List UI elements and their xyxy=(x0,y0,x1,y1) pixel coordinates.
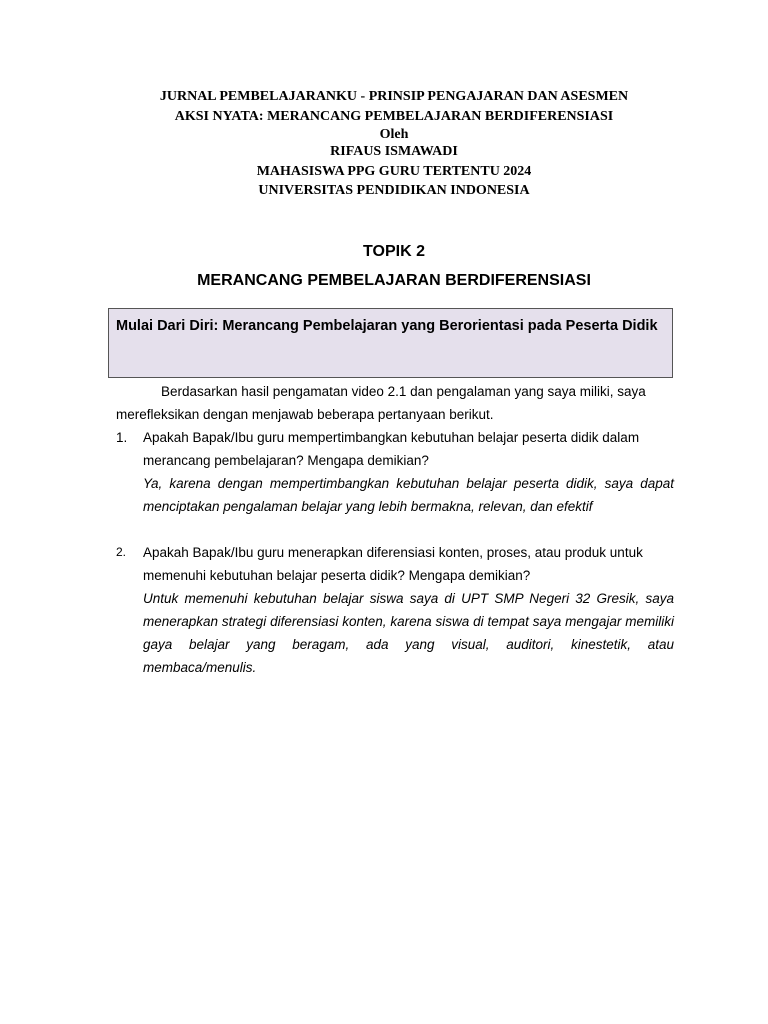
author-name: RIFAUS ISMAWADI xyxy=(330,144,458,159)
list-item-number: 2. xyxy=(116,545,127,559)
journal-title: JURNAL PEMBELAJARANKU - PRINSIP PENGAJARAN DAN ASESMEN xyxy=(159,89,629,104)
intro-text: Berdasarkan hasil pengamatan video 2.1 dan pengalaman yang saya miliki, saya merefleksikan dengan menjawab beberapa pertanyaan berikut. xyxy=(116,384,646,422)
section-box xyxy=(108,308,673,378)
list-item-number: 1. xyxy=(116,430,128,445)
university-name: UNIVERSITAS PENDIDIKAN INDONESIA xyxy=(258,183,530,198)
topic-number: TOPIK 2 xyxy=(363,243,425,260)
answer-text: Ya, karena dengan mempertimbangkan kebutuhan belajar peserta didik, saya dapat menciptakan pengalaman belajar yang lebih bermakna, relevan, dan efektif xyxy=(143,476,674,514)
document-header xyxy=(0,87,768,201)
action-title: AKSI NYATA: MERANCANG PEMBELAJARAN BERDIFERENSIASI xyxy=(174,108,614,124)
intro-paragraph xyxy=(116,380,674,426)
program-name: MAHASISWA PPG GURU TERTENTU 2024 xyxy=(256,163,532,179)
question-text: Apakah Bapak/Ibu guru mempertimbangkan kebutuhan belajar peserta didik dalam merancang pembelajaran? Mengapa demikian? xyxy=(143,430,640,468)
list-item xyxy=(116,426,674,518)
question-text: Apakah Bapak/Ibu guru menerapkan diferensiasi konten, proses, atau produk untuk memenuhi kebutuhan belajar peserta didik? Mengapa demikian? xyxy=(143,545,643,583)
list-item xyxy=(116,541,674,679)
section-box-title: Mulai Dari Diri: Merancang Pembelajaran yang Berorientasi pada Peserta Didik xyxy=(116,318,658,334)
answer-text: Untuk memenuhi kebutuhan belajar siswa saya di UPT SMP Negeri 32 Gresik, saya menerapkan strategi diferensiasi konten, karena siswa di tempat saya mengajar memiliki gaya belajar yang beragam, ada yang visual, auditori, kinestetik, atau membaca/menulis. xyxy=(143,591,674,675)
by-label: Oleh xyxy=(379,127,409,142)
topic-title: MERANCANG PEMBELAJARAN BERDIFERENSIASI xyxy=(197,272,591,289)
